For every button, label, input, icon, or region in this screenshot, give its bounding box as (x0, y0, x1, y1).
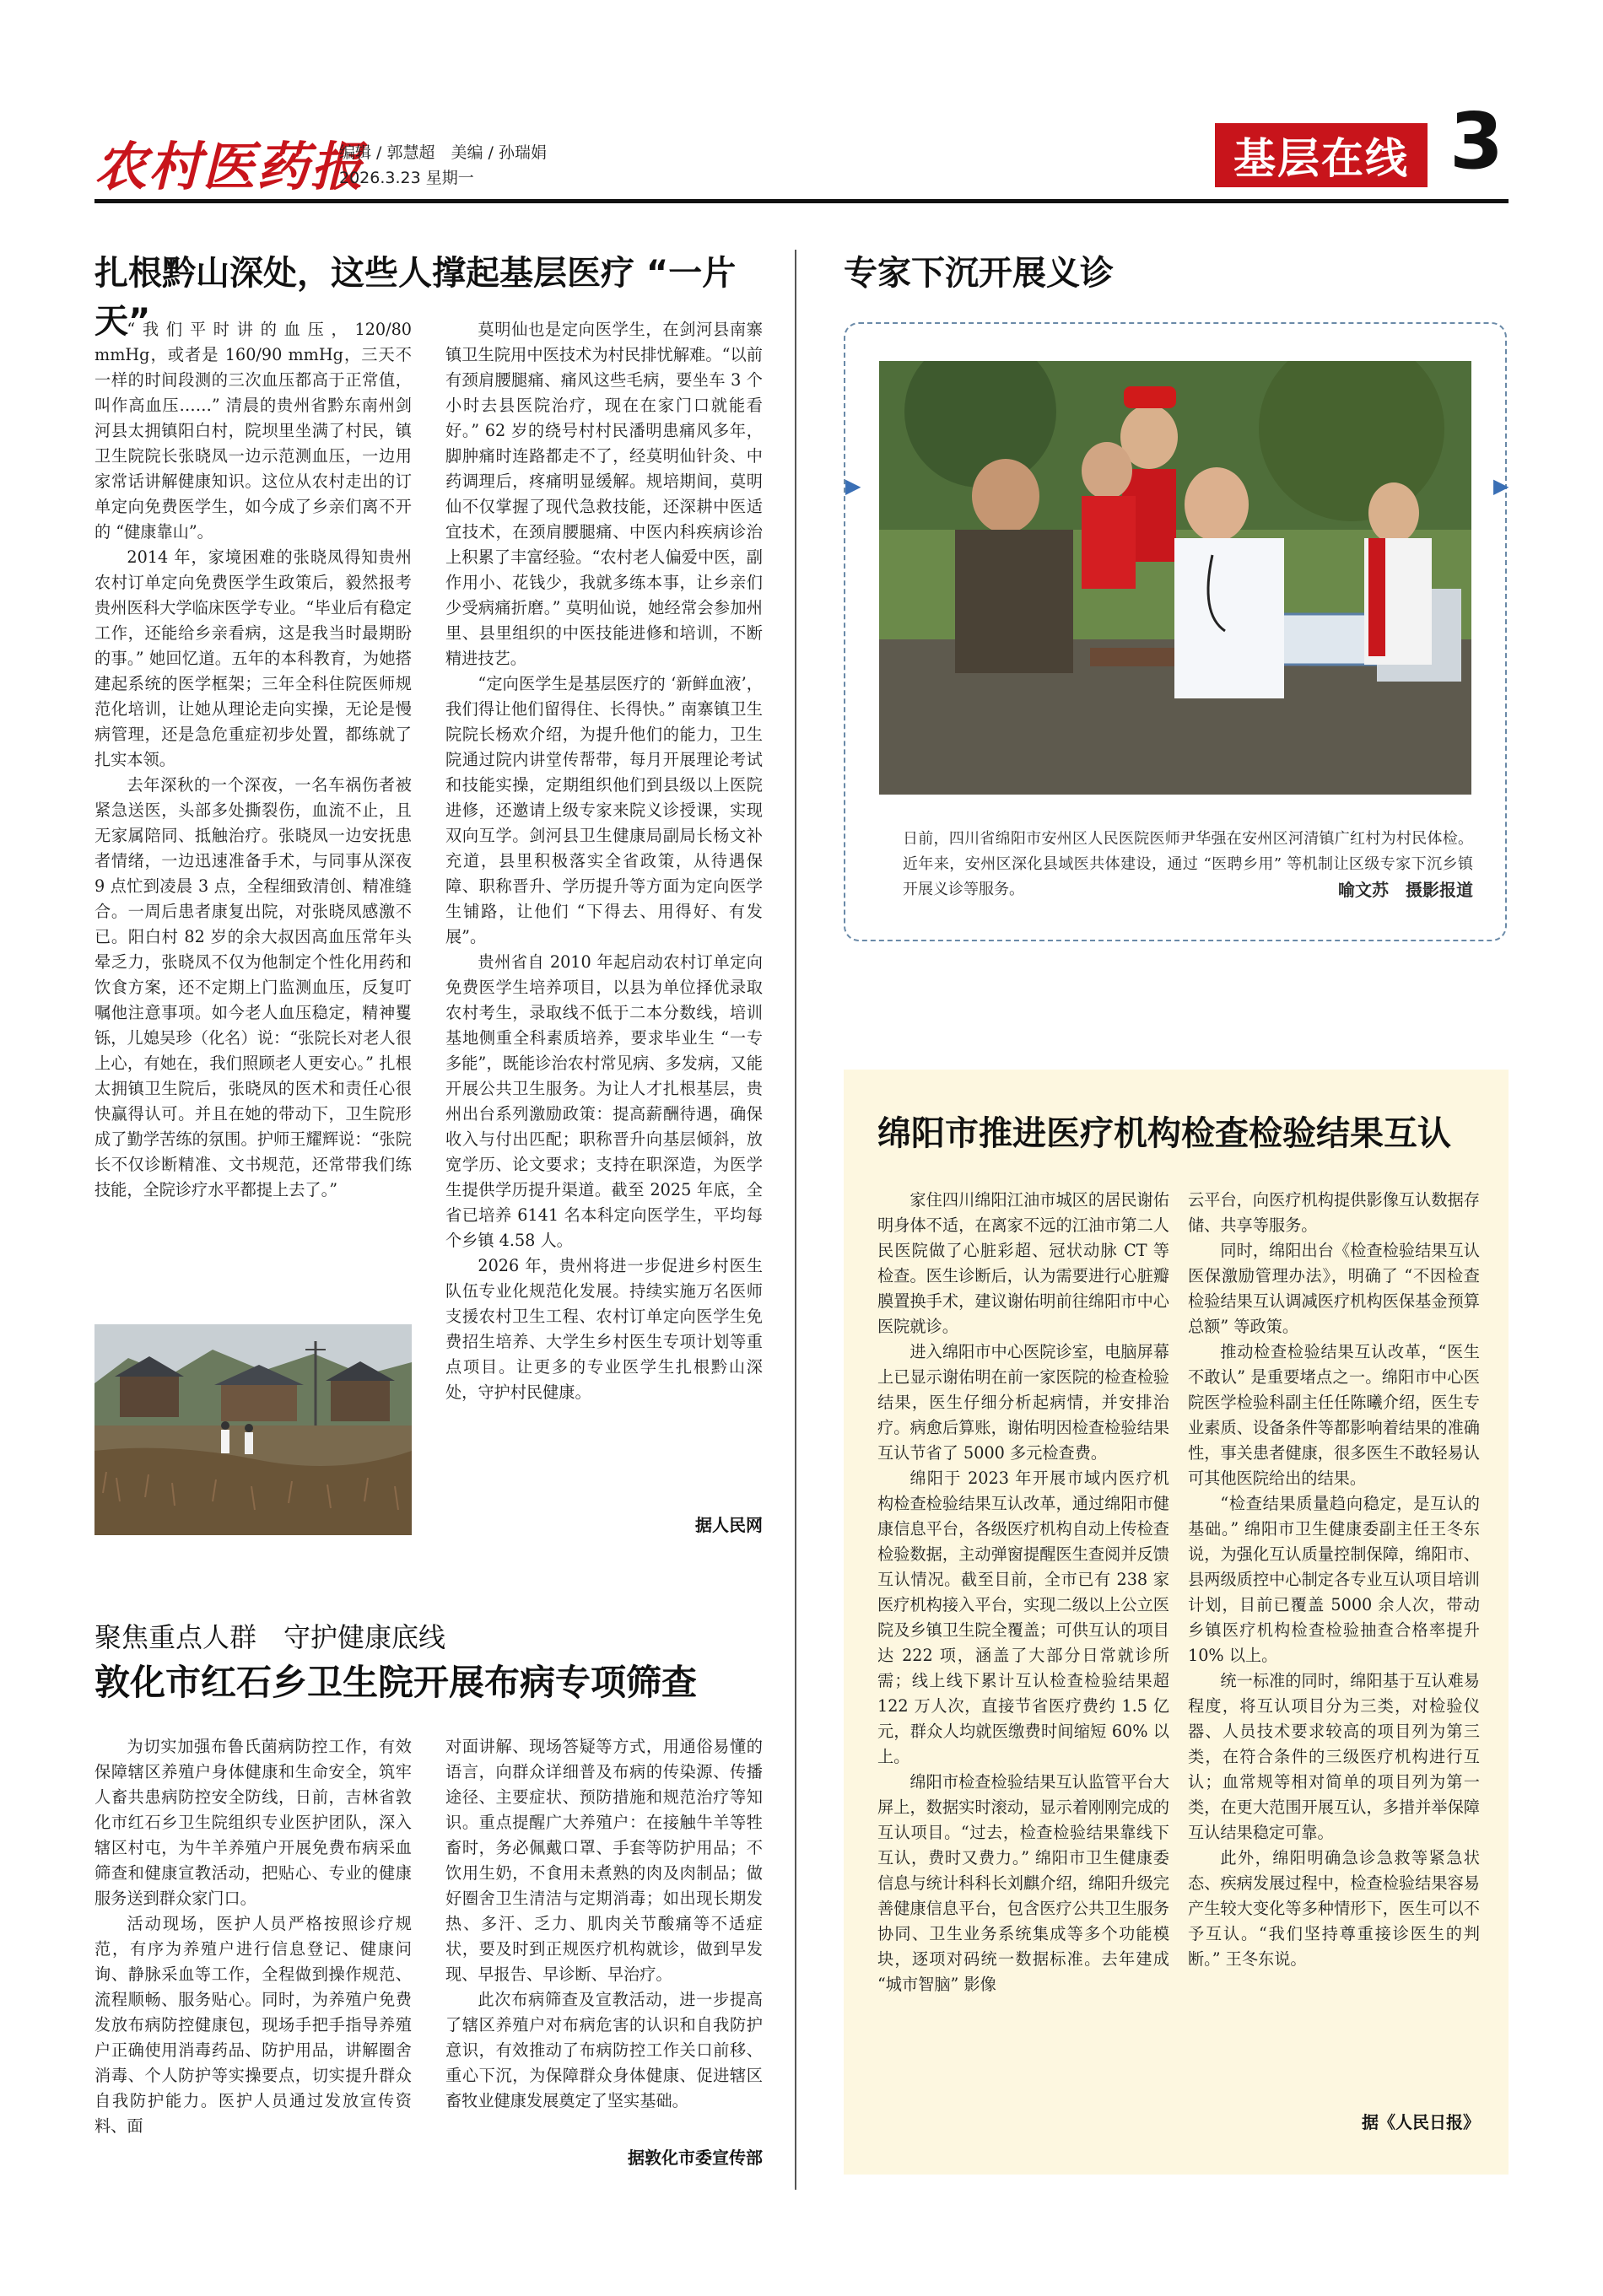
story1-column-2 (445, 317, 763, 1506)
story3-column-1 (94, 1734, 412, 2164)
story4-paragraph: 绵阳市检查检验结果互认监管平台大屏上，数据实时滚动，显示着刚刚完成的互认项目。“过去，检查检验结果靠线下互认，费时又费力。” 绵阳市卫生健康委信息与统计科科长刘麒介绍，绵阳升级完善健康信息平台，包含医疗公共卫生服务协同、卫生业务系统集成等多个功能模块，逐项对码统一数据标准。去年建成 “城市智脑” 影像 (877, 1772, 1169, 1994)
story1-paragraph: “我们平时讲的血压，120/80 mmHg，或者是 160/90 mmHg，三天不一样的时间段测的三次血压都高于正常值，叫作高血压……” 清晨的贵州省黔东南州剑河县太拥镇阳白村，院坝里坐满了村民，镇卫生院院长张晓凤一边示范测血压，一边用家常话讲解健康知识。这位从农村走出的订单定向免费医学生，如今成了乡亲们离不开的 “健康靠山”。 (94, 320, 412, 542)
story3-paragraph: 此次布病筛查及宣教活动，进一步提高了辖区养殖户对布病危害的认识和自我防护意识，有效推动了布病防控工作关口前移、重心下沉，为保障群众身体健康、促进辖区畜牧业健康发展奠定了坚实基础。 (445, 1990, 763, 2110)
issue-date: 2026.3.23 星期一 (339, 169, 474, 187)
photo-caption (903, 827, 1473, 903)
photo-credit: 喻文苏 摄影报道 (1338, 880, 1473, 900)
story1-paragraph: “定向医学生是基层医疗的 ‘新鲜血液’，我们得让他们留得住、长得快。” 南寨镇卫生院院长杨欢介绍，为提升他们的能力，卫生院通过院内讲堂传帮带，每月开展理论考试和技能实操，定期组织他们到县级以上医院进修，还邀请上级专家来院义诊授课，实现双向互学。剑河县卫生健康局副局长杨文补充道，县里积极落实全省政策，从待遇保障、职称晋升、学历提升等方面为定向医学生铺路，让他们 “下得去、用得好、有发展”。 (445, 674, 763, 946)
story4-credit: 据《人民日报》 (1362, 2112, 1480, 2132)
story4-paragraph: 家住四川绵阳江油市城区的居民谢佑明身体不适，在离家不远的江油市第二人民医院做了心脏彩超、冠状动脉 CT 等检查。医生诊断后，认为需要进行心脏瓣膜置换手术，建议谢佑明前往绵阳市中心医院就诊。 (877, 1190, 1169, 1336)
story3-paragraph: 活动现场，医护人员严格按照诊疗规范，有序为养殖户进行信息登记、健康问询、静脉采血等工作，全程做到操作规范、流程顺畅、服务贴心。同时，为养殖户免费发放布病防控健康包，现场手把手指导养殖户正确使用消毒药品、防护用品，讲解圈舍消毒、个人防护等实操要点，切实提升群众自我防护能力。医护人员通过发放宣传资料、面 (94, 1914, 412, 2136)
corner-arrow-icon: ▶ (845, 474, 861, 498)
story4-paragraph: 绵阳于 2023 年开展市域内医疗机构检查检验结果互认改革，通过绵阳市健康信息平台，各级医疗机构自动上传检查检验数据，主动弹窗提醒医生查阅并反馈互认情况。截至目前，全市已有 238 家医疗机构接入平台，实现二级以上公立医院及乡镇卫生院全覆盖；可供互认的项目达 222 项，涵盖了大部分日常就诊所需；线上线下累计互认检查检验结果超 122 万人次，直接节省医疗费约 1.5 亿元，群众人均就医缴费时间缩短 60% 以上。 (877, 1469, 1169, 1766)
story4-paragraph: 同时，绵阳出台《检查检验结果互认医保激励管理办法》，明确了 “不因检查检验结果互认调减医疗机构医保基金预算总额” 等政策。 (1188, 1241, 1480, 1336)
story1-column-1 (94, 317, 412, 1312)
story3-paragraph: 对面讲解、现场答疑等方式，用通俗易懂的语言，向群众详细普及布病的传染源、传播途径、主要症状、预防措施和规范治疗等知识。重点提醒广大养殖户：在接触牛羊等牲畜时，务必佩戴口罩、手套等防护用品；不饮用生奶，不食用未煮熟的肉及肉制品；做好圈舍卫生清洁与定期消毒；如出现长期发热、多汗、乏力、肌肉关节酸痛等不适症状，要及时到正规医疗机构就诊，做到早发现、早报告、早诊断、早治疗。 (445, 1737, 763, 1984)
story2-headline: 专家下沉开展义诊 (844, 254, 1114, 293)
caption-text: 日前，四川省绵阳市安州区人民医院医师尹华强在安州区河清镇广红村为村民体检。近年来，安州区深化县域医共体建设，通过 “医聘乡用” 等机制让区级专家下沉乡镇开展义诊等服务。 (903, 830, 1473, 898)
story1-paragraph: 2026 年，贵州将进一步促进乡村医生队伍专业化规范化发展。持续实施万名医师支援农村卫生工程、农村订单定向医学生免费招生培养、大学生乡村医生专项计划等重点项目。让更多的专业医学生扎根黔山深处，守护村民健康。 (445, 1256, 763, 1402)
story1-credit: 据人民网 (695, 1515, 763, 1535)
village-clinic-photo (94, 1324, 412, 1535)
story4-paragraph: 进入绵阳市中心医院诊室，电脑屏幕上已显示谢佑明在前一家医院的检查检验结果，医生仔细分析起病情，并安排治疗。病愈后算账，谢佑明因检查检验结果互认节省了 5000 多元检查费。 (877, 1342, 1169, 1463)
story4-column-2 (1188, 1188, 1480, 2099)
column-divider (795, 250, 796, 2190)
clinic-photo (879, 361, 1471, 795)
story4-column-1 (877, 1188, 1169, 2141)
story4-paragraph: 推动检查检验结果互认改革，“医生不敢认” 是重要堵点之一。绵阳市中心医院医学检验科副主任任陈曦介绍，医生专业素质、设备条件等都影响着结果的准确性，事关患者健康，很多医生不敢轻易认可其他医院给出的结果。 (1188, 1342, 1480, 1488)
story4-paragraph: “检查结果质量趋向稳定，是互认的基础。” 绵阳市卫生健康委副主任王冬东说，为强化互认质量控制保障，绵阳市、县两级质控中心制定各专业互认项目培训计划，目前已覆盖 5000 余人次，带动乡镇医疗机构检查检验抽查合格率提升 10% 以上。 (1188, 1494, 1480, 1665)
corner-arrow-icon: ▶ (1493, 474, 1509, 498)
story4-headline: 绵阳市推进医疗机构检查检验结果互认 (877, 1114, 1451, 1153)
story3-headline: 敦化市红石乡卫生院开展布病专项筛查 (94, 1662, 698, 1703)
newspaper-logo: 农村医药报 (94, 136, 365, 197)
story1-paragraph: 莫明仙也是定向医学生，在剑河县南寨镇卫生院用中医技术为村民排忧解难。“以前有颈肩腰腿痛、痛风这些毛病，要坐车 3 个小时去县医院治疗，现在在家门口就能看好。” 62 岁的绕号村村民潘明患痛风多年，脚肿痛时连路都走不了，经莫明仙针灸、中药调理后，疼痛明显缓解。规培期间，莫明仙不仅掌握了现代急救技能，还深耕中医适宜技术，在颈肩腰腿痛、中医内科疾病诊治上积累了丰富经验。“农村老人偏爱中医，副作用小、花钱少，我就多练本事，让乡亲们少受病痛折磨。” 莫明仙说，她经常会参加州里、县里组织的中医技能进修和培训，不断精进技艺。 (445, 320, 763, 668)
story4-paragraph: 此外，绵阳明确急诊急救等紧急状态、疾病发展过程中，检查检验结果容易产生较大变化等多种情形下，医生可以不予互认。“我们坚持尊重接诊医生的判断。” 王冬东说。 (1188, 1848, 1480, 1969)
story3-credit: 据敦化市委宣传部 (628, 2148, 763, 2168)
section-badge: 基层在线 (1215, 123, 1428, 187)
story3-paragraph: 为切实加强布鲁氏菌病防控工作，有效保障辖区养殖户身体健康和生命安全，筑牢人畜共患病防控安全防线，日前，吉林省敦化市红石乡卫生院组织专业医护团队，深入辖区村屯，为牛羊养殖户开展免费布病采血筛查和健康宣教活动，把贴心、专业的健康服务送到群众家门口。 (94, 1737, 412, 1908)
page-number: 3 (1449, 96, 1504, 186)
story4-paragraph: 云平台，向医疗机构提供影像互认数据存储、共享等服务。 (1188, 1190, 1480, 1235)
story4-paragraph: 统一标准的同时，绵阳基于互认难易程度，将互认项目分为三类，对检验仪器、人员技术要求较高的项目列为第三类，在符合条件的三级医疗机构进行互认；血常规等相对简单的项目列为第一类，在更大范围开展互认，多措并举保障互认结果稳定可靠。 (1188, 1671, 1480, 1842)
story1-paragraph: 2014 年，家境困难的张晓凤得知贵州农村订单定向免费医学生政策后，毅然报考贵州医科大学临床医学专业。“毕业后有稳定工作，还能给乡亲看病，这是我当时最期盼的事。” 她回忆道。五年的本科教育，为她搭建起系统的医学框架；三年全科住院医师规范化培训，让她从理论走向实操，无论是慢病管理，还是急危重症初步处置，都练就了扎实本领。 (94, 547, 412, 769)
story3-column-2 (445, 1734, 763, 2139)
masthead-rule (94, 199, 1509, 203)
story3-kicker: 聚焦重点人群 守护健康底线 (94, 1621, 446, 1653)
story1-headline: 扎根黔山深处，这些人撑起基层医疗 “一片天” (94, 254, 737, 341)
editor-credits: 编辑 / 郭慧超 美编 / 孙瑞娟 (339, 143, 547, 162)
story1-paragraph: 去年深秋的一个深夜，一名车祸伤者被紧急送医，头部多处撕裂伤，血流不止，且无家属陪同、抵触治疗。张晓凤一边安抚患者情绪，一边迅速准备手术，与同事从深夜 9 点忙到凌晨 3 点，全程细致清创、精准缝合。一周后患者康复出院，对张晓凤感激不已。阳白村 82 岁的余大叔因高血压常年头晕乏力，张晓凤不仅为他制定个性化用药和饮食方案，还不定期上门监测血压，反复叮嘱他注意事项。如今老人血压稳定，精神矍铄，儿媳吴珍（化名）说：“张院长对老人很上心，有她在，我们照顾老人更安心。” 扎根太拥镇卫生院后，张晓凤的医术和责任心很快赢得认可。并且在她的带动下，卫生院形成了勤学苦练的氛围。护师王耀辉说：“张院长不仅诊断精准、文书规范，还常带我们练技能，全院诊疗水平都提上去了。” (94, 775, 412, 1199)
story1-paragraph: 贵州省自 2010 年起启动农村订单定向免费医学生培养项目，以县为单位择优录取农村考生，录取线不低于二本分数线，培训基地侧重全科素质培养，要求毕业生 “一专多能”，既能诊治农村常见病、多发病，又能开展公共卫生服务。为让人才扎根基层，贵州出台系列激励政策：提高薪酬待遇，确保收入与付出匹配；职称晋升向基层倾斜，放宽学历、论文要求；支持在职深造，为医学生提供学历提升渠道。截至 2025 年底，全省已培养 6141 名本科定向医学生，平均每个乡镇 4.58 人。 (445, 952, 763, 1250)
